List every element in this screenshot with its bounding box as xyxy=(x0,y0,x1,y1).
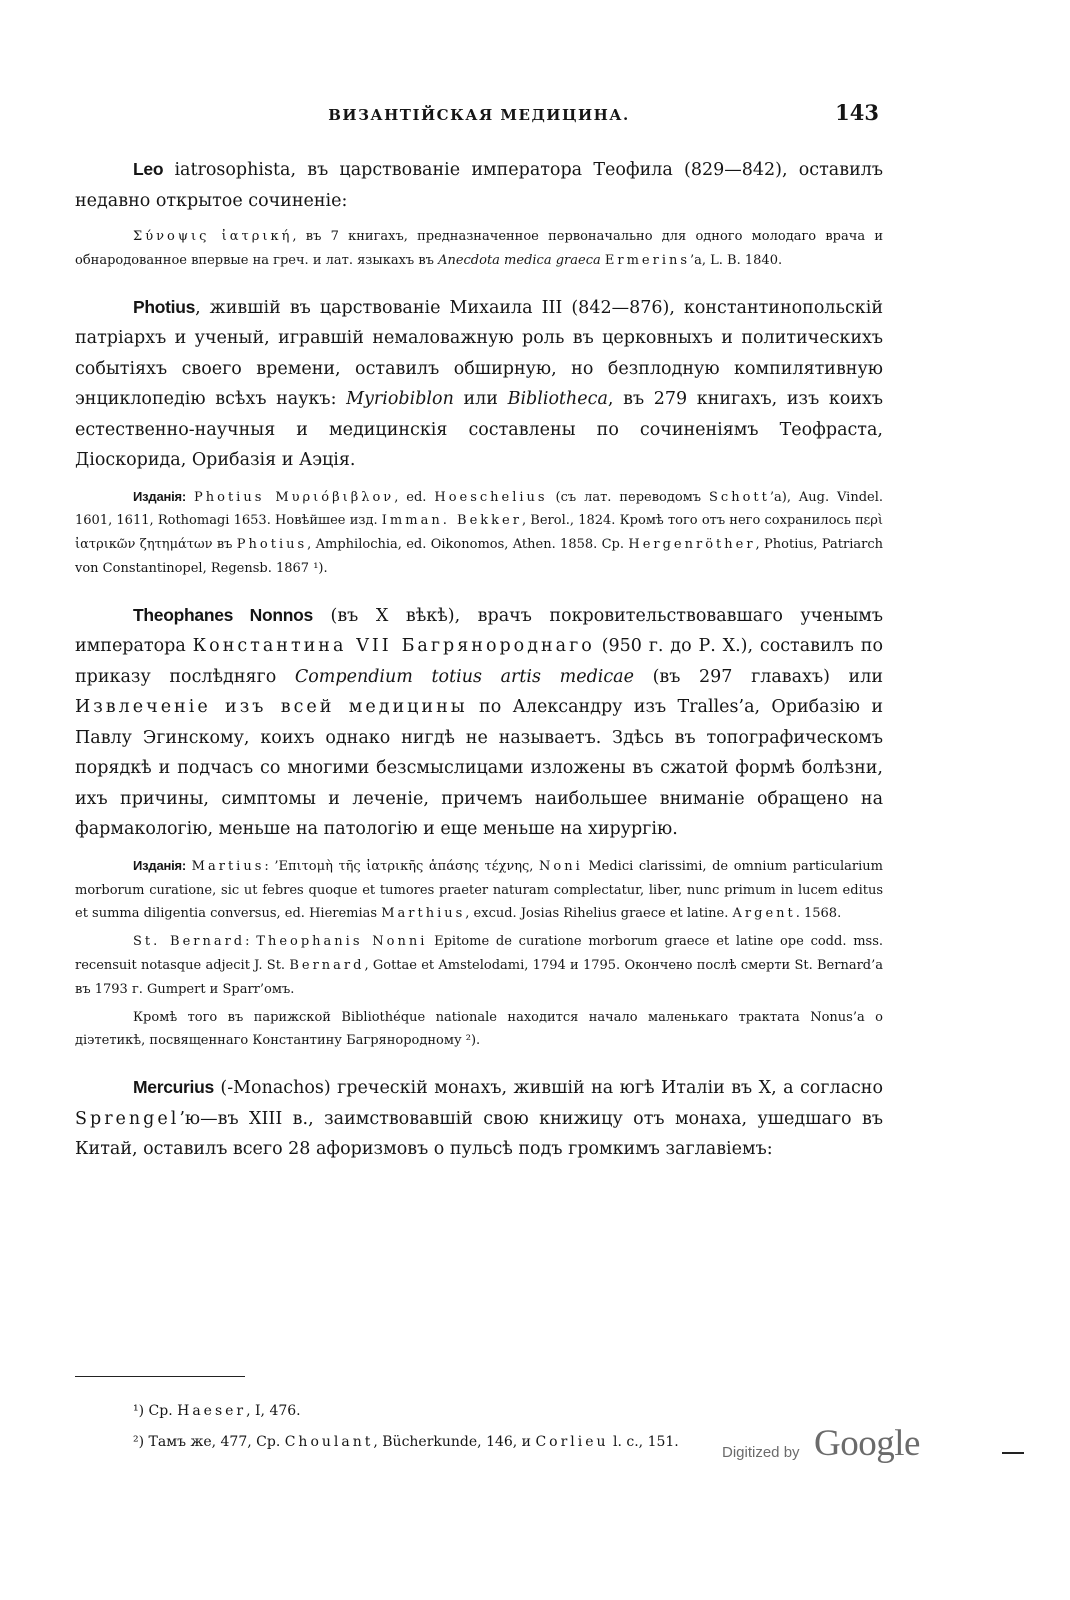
text-run: Epitome de curatione morborum graece et latine ope codd. mss. recensuit notasque adjecit J. St. xyxy=(75,934,884,973)
text-run: , Photius, Patriarch von Constantinopel, Regensb. 1867 ¹). xyxy=(75,537,883,576)
text-run: (въ X вѣкѣ), врачъ покровительствовавшаго ученымъ императора xyxy=(75,605,883,657)
paragraph xyxy=(75,292,883,476)
entry-name: Photius xyxy=(133,296,196,317)
text-run: , въ 7 книгахъ, предназначенное первоначально для одного молодаго врача и обнародованное впервые на греч. и лат. языкахъ въ xyxy=(75,229,884,268)
entry-name: Изданія: xyxy=(133,857,187,873)
text-run: , Bücherkunde, 146, и xyxy=(373,1434,536,1450)
text-run: Haeser xyxy=(177,1403,247,1419)
footnote-rule xyxy=(75,1376,245,1377)
google-logo: Google xyxy=(814,1423,920,1464)
text-run: ’ю—въ XIII в., заимствовавшій свою книжицу отъ монаха, ушедшаго въ Китай, оставилъ всего 28 афоризмовъ о пульсѣ подъ громкимъ заглавіемъ: xyxy=(75,1108,883,1160)
text-run: Photius Μυριόβιβλον xyxy=(194,489,395,505)
watermark-prefix: Digitized by xyxy=(722,1444,800,1461)
text-run: iatrosophista, въ царствованіе императора Теофила (829—842), оставилъ недавно открытое сочиненіе: xyxy=(75,160,883,211)
text-run: ¹) Ср. xyxy=(133,1403,178,1419)
text-run: Photius xyxy=(236,537,308,553)
text-run: Compendium totius artis medicae xyxy=(294,666,634,687)
paragraph xyxy=(75,154,883,216)
block-spacer xyxy=(75,1053,883,1072)
text-run: (съ лат. переводомъ xyxy=(547,489,710,505)
block-spacer xyxy=(75,476,883,485)
text-run: : xyxy=(245,934,257,950)
paragraph xyxy=(75,600,883,845)
text-run: Σύνοψις ἰατρική xyxy=(133,229,293,244)
text-run: (950 г. до Р. X.), составилъ по приказу послѣдняго xyxy=(75,636,883,687)
text-run: , ed. xyxy=(394,489,435,505)
running-header xyxy=(75,100,883,132)
text-run: , I, 476. xyxy=(246,1403,301,1419)
entry-name: Mercurius xyxy=(133,1077,214,1098)
text-run: , въ 279 книгахъ, изъ коихъ естественно-научныя и медицинскія составлены по сочиненіямъ Теофраста, Діоскорида, Орибазія и Аэція. xyxy=(75,389,883,471)
text-run: . 1568. xyxy=(795,906,842,922)
block-spacer xyxy=(75,581,883,600)
text-run: Hoeschelius xyxy=(434,489,548,505)
text-run: , Gottae et Amstelodami, 1794 и 1795. Окончено послѣ смерти St. Bernard’а въ 1793 г. Gumpert и Sparr’омъ. xyxy=(75,957,883,997)
text-run: Bibliotheca xyxy=(507,389,608,410)
text-run: Извлеченіе изъ всей медицины xyxy=(75,697,468,718)
text-run: Myriobiblon xyxy=(346,389,454,410)
block-spacer xyxy=(75,216,883,225)
text-run: Choulant xyxy=(284,1434,374,1450)
text-run: Theophanis Nonni xyxy=(256,934,428,950)
page-number: 143 xyxy=(835,100,879,125)
text-run: Sprengel xyxy=(75,1108,180,1129)
small-print-note xyxy=(75,930,883,1001)
text-run: ’а, L. B. 1840. xyxy=(690,252,783,268)
text-run: , Berol., 1824. Кромѣ того отъ него сохранилось περὶ ἰατρικῶν ζητημάτων въ xyxy=(75,513,883,553)
block-spacer xyxy=(75,273,883,292)
text-run: ’а), Aug. Vindel. 1601, 1611, Rothomagi 1653. Новѣйшее изд. xyxy=(75,489,884,529)
text-run: Marthius xyxy=(381,906,466,922)
text-run: (въ 297 главахъ) или xyxy=(633,666,883,687)
small-print-note xyxy=(75,854,883,926)
footnote xyxy=(75,1396,883,1427)
entry-name: Leo xyxy=(133,159,164,179)
text-run: Imman. Bekker xyxy=(381,513,522,529)
entry-name: Изданія: xyxy=(133,488,187,504)
text-run: или xyxy=(453,389,508,410)
text-run: Hergenröther xyxy=(628,537,756,553)
text-run: ²) Тамъ же, 477, Ср. xyxy=(133,1434,285,1450)
text-run: (‑Monachos) греческій монахъ, жившій на югѣ Италіи въ X, а согласно xyxy=(213,1078,883,1099)
text-run: Ermerins xyxy=(604,252,691,268)
text-run: l. c., 151. xyxy=(608,1434,679,1450)
text-run: St. Bernard xyxy=(133,934,246,950)
paragraph xyxy=(75,1072,883,1165)
small-print-note xyxy=(75,225,883,273)
text-run: Schott xyxy=(709,489,770,505)
text-run: по Александру изъ Tralles’а, Орибазію и Павлу Эгинскому, коихъ однако нигдѣ не называетъ. Здѣсь въ топографическомъ порядкѣ и подчасъ со многими безсмыслицами изложены въ сжатой формѣ болѣзни, ихъ причины, симптомы и леченіе, причемъ наибольшее вниманіе обращено на фармакологію, меньше на патологію и еще меньше на хирургію. xyxy=(75,697,883,840)
text-run: Anecdota medica graeca xyxy=(438,252,601,268)
text-run xyxy=(186,490,194,505)
text-run: , excud. Josias Rihelius graece et latine. xyxy=(465,906,733,922)
margin-dash xyxy=(1002,1452,1024,1454)
text-run: : ’Επιτομὴ τῆς ἰατρικῆς ἁπάσης τέχνης, xyxy=(264,858,540,874)
text-run: , жившій въ царствованіе Михаила III (842—876), константинопольскій патріархъ и ученый, игравшій немаловажную роль въ церковныхъ и политическихъ событіяхъ своего времени, оставилъ обширную, но безплодную компилятивную энциклопедію всѣхъ наукъ: xyxy=(75,297,883,410)
text-run: Bernard xyxy=(289,957,365,973)
google-watermark xyxy=(722,1423,952,1468)
text-run: , Amphilochia, ed. Oikonomos, Athen. 1858. Ср. xyxy=(307,537,629,553)
text-run: Кромѣ того въ парижской Bibliothéque nationale находится начало маленькаго трактата Nonus’а о діэтетикѣ, посвященнаго Константину Багрянородному ²). xyxy=(75,1009,883,1049)
text-run: Argent xyxy=(732,906,796,922)
text-run: Константина VII Багрянороднаго xyxy=(192,636,595,657)
main-text xyxy=(75,154,883,1165)
text-run: Corlieu xyxy=(535,1434,609,1450)
small-print-note xyxy=(75,1006,883,1054)
block-spacer xyxy=(75,845,883,854)
running-title: ВИЗАНТІЙСКАЯ МЕДИЦИНА. xyxy=(328,106,630,124)
entry-name: Theophanes Nonnos xyxy=(133,604,313,625)
text-run: Medici clarissimi, de omnium particularium morborum curatione, sic ut febres quoque et tumores praeter naturam complectatur, liber, nunc primum in lucem editus et summa diligentia conversus, ed. Hieremias xyxy=(75,858,883,922)
text-run: Martius xyxy=(191,858,265,874)
small-print-note xyxy=(75,485,883,581)
text-run: Noni xyxy=(539,858,583,874)
